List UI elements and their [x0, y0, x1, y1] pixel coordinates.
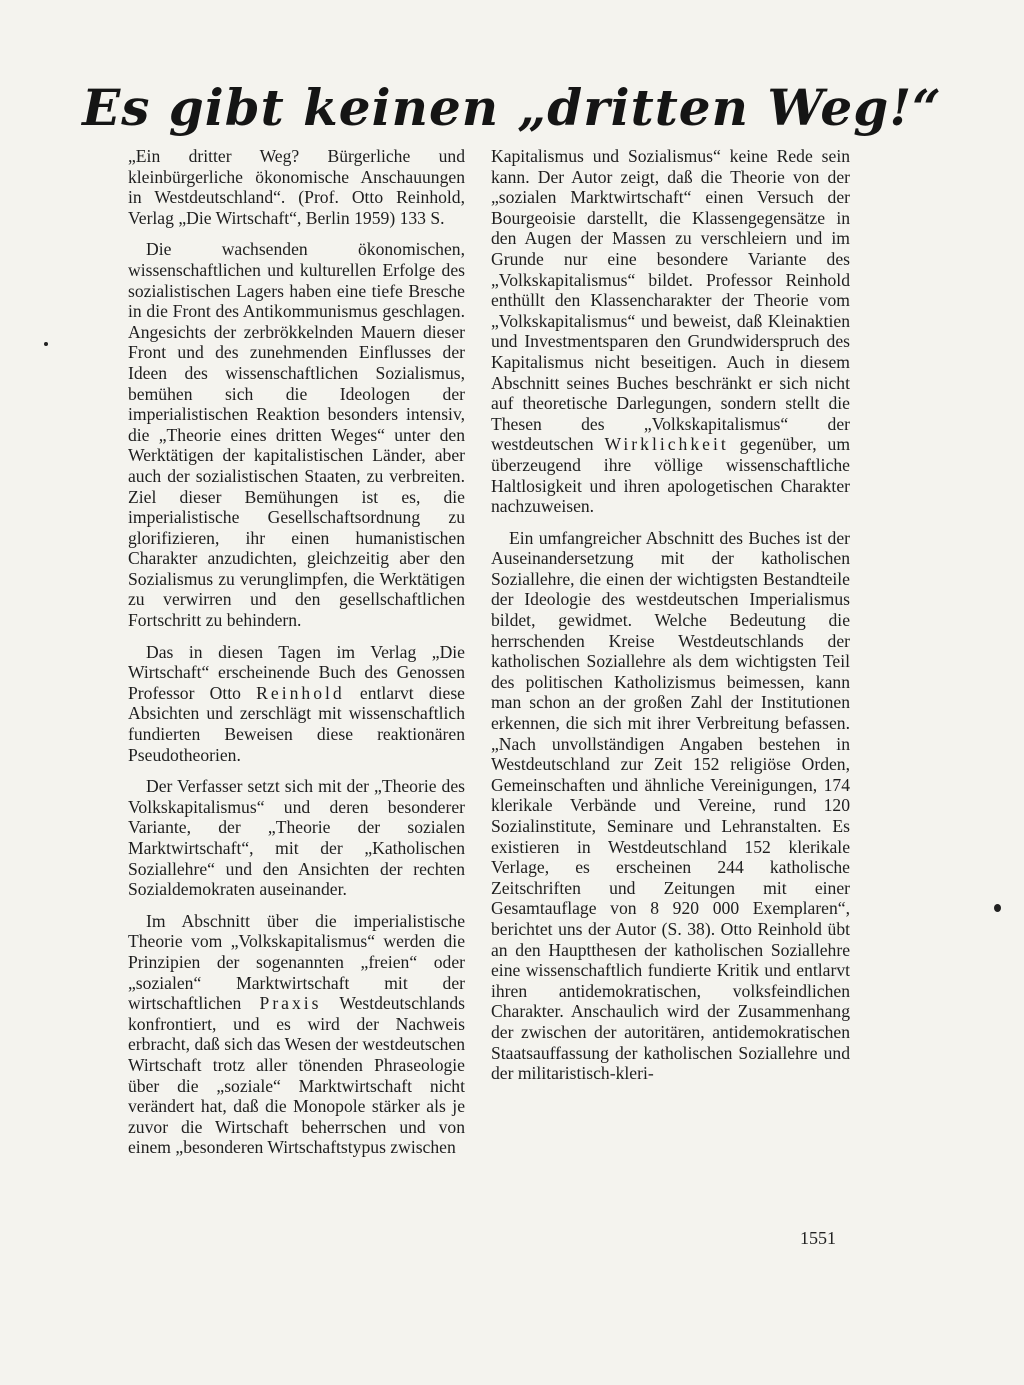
- page-number: 1551: [800, 1228, 836, 1248]
- text-run: entlarvt diese Absichten und zerschlägt mit wissenschaftlich fundierten Beweisen diese reaktionären Pseudotheorien.: [128, 682, 465, 765]
- emphasized-word: Wirklichkeit: [604, 434, 729, 455]
- print-speck: [994, 904, 1001, 912]
- paragraph: [491, 146, 850, 517]
- print-speck: [44, 342, 48, 346]
- paragraph: Die wachsenden ökonomischen, wissenschaftlichen und kulturellen Erfolge des sozialistischen Lagers haben eine tiefe Bresche in die Front des Antikommunismus geschlagen. Angesichts der zerbrökkelnden Mauern dieser Front und des zunehmenden Einflusses der Ideen des wissenschaftlichen Sozialismus, bemühen sich die Ideologen der imperialistischen Reaktion besonders intensiv, die „Theorie eines dritten Weges“ unter den Werktätigen der kapitalistischen Länder, aber auch der sozialistischen Staaten, zu verbreiten. Ziel dieser Bemühungen ist es, die imperialistische Gesellschaftsordnung zu glorifizieren, ihr einen humanistischen Charakter anzudichten, gleichzeitig aber den Sozialismus zu verunglimpfen, die Werktätigen zu verwirren und den gesellschaftlichen Fortschritt zu behindern.: [128, 239, 465, 631]
- book-citation: „Ein dritter Weg? Bürgerliche und kleinbürgerliche ökonomische Anschauungen in Westdeutschland“. (Prof. Otto Reinhold, Verlag „Die Wirtschaft“, Berlin 1959) 133 S.: [128, 146, 465, 228]
- emphasized-word: Praxis: [259, 993, 322, 1014]
- left-column: [128, 146, 465, 1169]
- text-run: Im Abschnitt über die imperialistische Theorie vom „Volkskapitalismus“ werden die Prinzipien der sogenannten „freien“ oder „sozialen“ Marktwirtschaft mit der wirtschaftlichen: [128, 910, 465, 1014]
- emphasized-name: Reinhold: [256, 682, 345, 703]
- paragraph: Ein umfangreicher Abschnitt des Buches ist der Auseinandersetzung mit der katholischen Soziallehre, die einen der wichtigsten Bestandteile der Ideologie des westdeutschen Imperialismus bildet, gewidmet. Welche Bedeutung die herrschenden Kreise Westdeutschlands der katholischen Soziallehre als dem wichtigsten Teil des politischen Katholizismus beimessen, kann man schon an der großen Zahl der Institutionen erkennen, die sich mit ihrer Verbreitung befassen. „Nach unvollständigen Angaben bestehen in Westdeutschland zur Zeit 152 religiöse Orden, Gemeinschaften und ähnliche Vereinigungen, 174 klerikale Verbände und Vereine, rund 120 Sozialinstitute, Seminare und Lehranstalten. Es existieren in Westdeutschland 152 klerikale Verlage, es erscheinen 244 katholische Zeitschriften und Zeitungen mit einer Gesamtauflage von 8 920 000 Exemplaren“, berichtet uns der Autor (S. 38). Otto Reinhold übt an den Hauptthesen der katholischen Soziallehre eine wissenschaftlich fundierte Kritik und entlarvt ihren antidemokratischen, volksfeindlichen Charakter. Anschaulich wird der Zusammenhang der zwischen der autoritären, antidemokratischen Staatsauffassung der katholischen Soziallehre und der militaristisch-kleri-: [491, 527, 850, 1084]
- page-title: Es gibt keinen „dritten Weg!“: [82, 78, 942, 137]
- right-column: [491, 146, 850, 1095]
- paragraph: [128, 642, 465, 766]
- paragraph: [128, 911, 465, 1158]
- text-run: Das in diesen Tagen im Verlag „Die Wirtschaft“ erscheinende Buch des Genossen Professor Otto: [128, 641, 465, 703]
- text-run: Westdeutschlands konfrontiert, und es wird der Nachweis erbracht, daß sich das Wesen der westdeutschen Wirtschaft trotz aller tönenden Phraseologie über die „soziale“ Marktwirtschaft nicht verändert hat, daß die Monopole stärker als je zuvor die Wirtschaft beherrschen und von einem „besonderen Wirtschaftstypus zwischen: [128, 993, 465, 1158]
- text-run: Kapitalismus und Sozialismus“ keine Rede sein kann. Der Autor zeigt, daß die Theorie von der „sozialen Marktwirtschaft“ einen Versuch der Bourgeoisie darstellt, die Klassengegensätze in den Augen der Massen zu verschleiern und im Grunde nur eine besondere Variante des „Volkskapitalismus“ bildet. Professor Reinhold enthüllt den Klassencharakter der Theorie vom „Volkskapitalismus“ und beweist, daß Kleinaktien und Investmentsparen den Grundwiderspruch des Kapitalismus nicht beseitigen. Auch in diesem Abschnitt seines Buches beschränkt er sich nicht auf theoretische Darlegungen, sondern stellt die Thesen des „Volkskapitalismus“ der westdeutschen: [491, 146, 850, 455]
- paragraph: Der Verfasser setzt sich mit der „Theorie des Volkskapitalismus“ und deren besonderer Variante, der „Theorie der sozialen Marktwirtschaft“, mit der „Katholischen Soziallehre“ und den Ansichten der rechten Sozialdemokraten auseinander.: [128, 776, 465, 900]
- text-run: gegenüber, um überzeugend ihre völlige wissenschaftliche Haltlosigkeit und ihren apologetischen Charakter nachzuweisen.: [491, 434, 850, 517]
